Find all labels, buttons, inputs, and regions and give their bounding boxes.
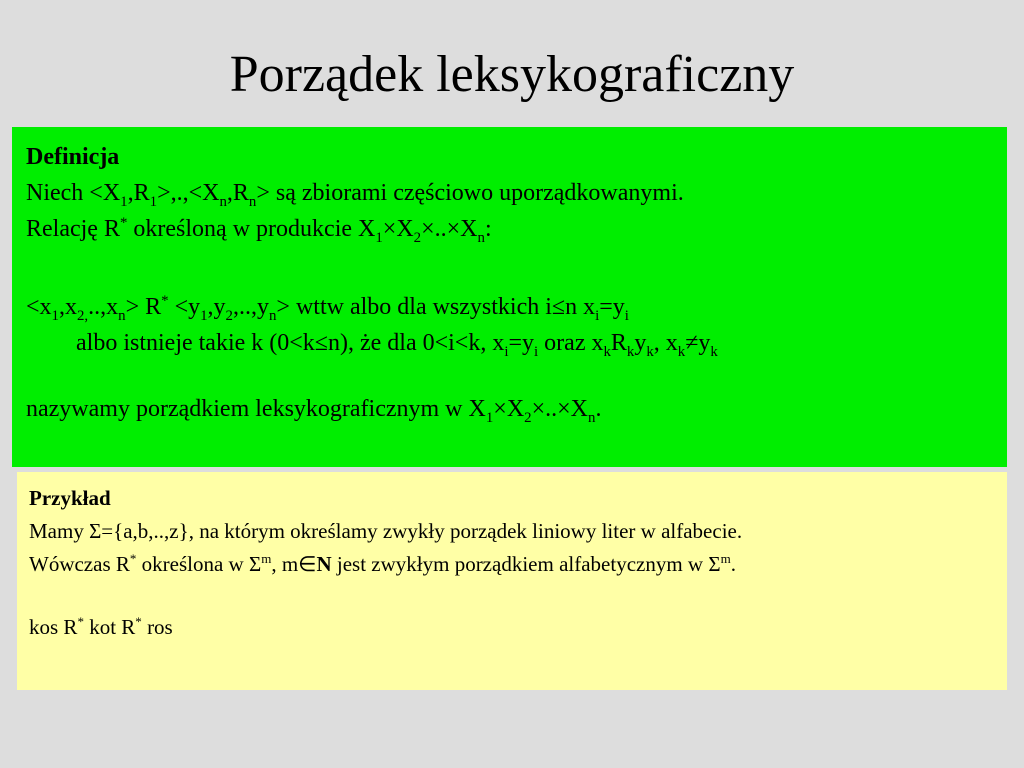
definition-line-3: $<x_1,x_{2,}..,x_n> R^* <y_1,y_2,..,y_n>$ wttw albo dla wszystkich i≤n $x_i=y_i$ [26,293,629,324]
definition-line-4: albo istnieje takie k (0<k≤n), że dla 0<i<k, $x_i=y_i$ oraz $x_kR_ky_k$, $x_k\ne y_k$ [76,330,718,360]
definition-line-2: Relację R* określoną w produkcie $X_1\times X_2\times..\times X_n$: [26,215,492,246]
example-line-2: Wówczas R* określona w $\Sigma^m$, m∈N jest zwykłym porządkiem alfabetycznym w $\Sigma^m$. [29,551,736,576]
definition-box [12,127,1007,467]
example-box [17,472,1007,690]
example-heading: Przykład [29,486,111,510]
example-line-1: Mamy Σ={a,b,..,z}, na którym określamy zwykły porządek liniowy liter w alfabecie. [29,519,743,543]
definition-heading: Definicja [26,144,120,170]
slide-title: Porządek leksykograficzny [229,46,795,103]
definition-line-5: nazywamy porządkiem leksykograficznym w $X_1\times X_2\times..\times X_n$. [26,396,602,426]
definition-line-1: Niech $<X_1,R_1>,.,<X_n,R_n>$ są zbiorami częściowo uporządkowanymi. [26,180,684,210]
example-line-3: kos R* kot R* ros [29,614,173,639]
